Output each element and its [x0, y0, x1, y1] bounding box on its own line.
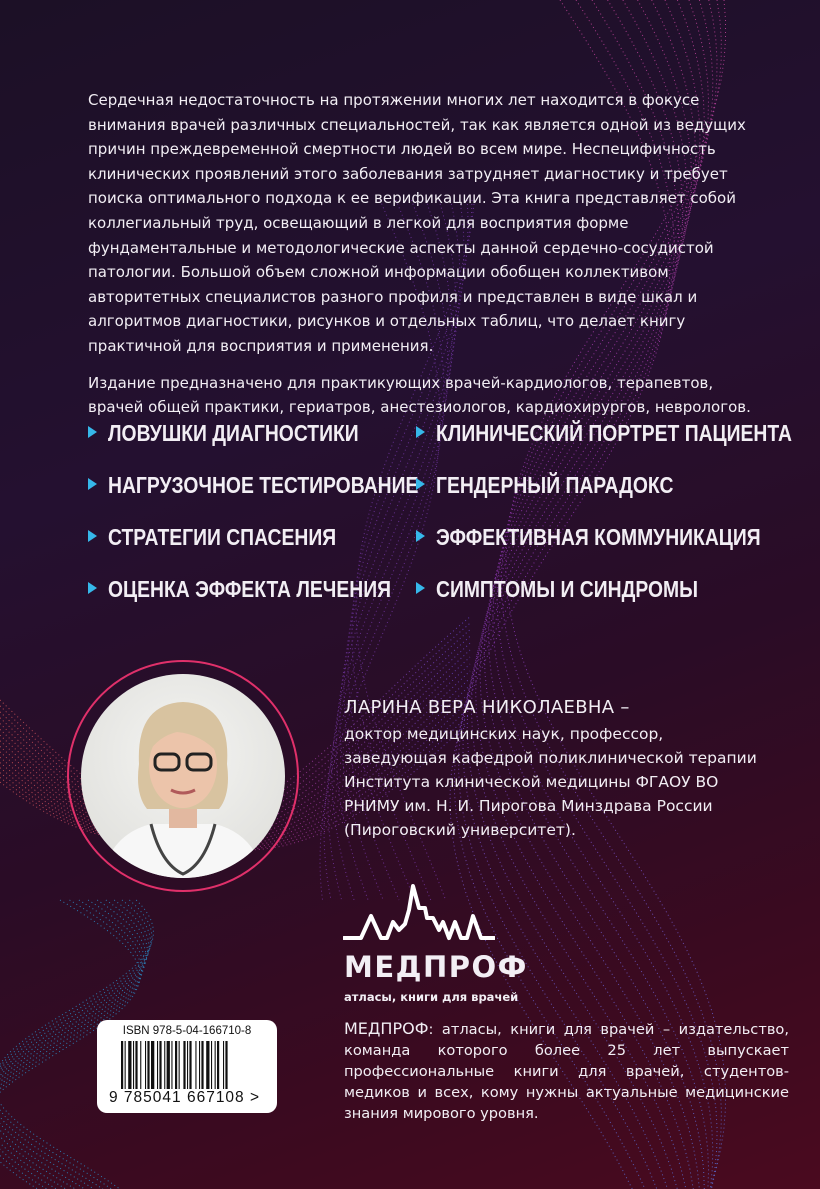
triangle-bullet-icon: [88, 478, 97, 490]
triangle-bullet-icon: [88, 582, 97, 594]
feature-item: НАГРУЗОЧНОЕ ТЕСТИРОВАНИЕ: [88, 472, 477, 499]
audience-paragraph: Издание предназначено для практикующих врачей-кардиологов, терапевтов, врачей общей практики, гериатров, анестезиологов, кардиохирургов, неврологов.: [88, 373, 751, 417]
author-photo: [81, 674, 285, 878]
feature-item: КЛИНИЧЕСКИЙ ПОРТРЕТ ПАЦИЕНТА: [416, 420, 820, 447]
barcode-bars-icon: [121, 1041, 255, 1093]
publisher-description-text: : атласы, книги для врачей – издательство, команда которого более 25 лет выпускает профессиональные книги для врачей, студентов-медиков и всех, кому нужны актуальные медицинские знания мирового уровня.: [344, 1021, 789, 1122]
publisher-brand: МЕДПРОФ: [344, 1019, 429, 1038]
author-bio-line: РНИМУ им. Н. И. Пирогова Минздрава России: [344, 797, 713, 815]
triangle-bullet-icon: [416, 426, 425, 438]
feature-item: ГЕНДЕРНЫЙ ПАРАДОКС: [416, 472, 719, 499]
author-bio-line: Института клинической медицины ФГАОУ ВО: [344, 773, 719, 791]
feature-item: ЛОВУШКИ ДИАГНОСТИКИ: [88, 420, 406, 447]
author-bio: [344, 696, 804, 842]
feature-item: ЭФФЕКТИВНАЯ КОММУНИКАЦИЯ: [416, 524, 820, 551]
book-description: [88, 88, 768, 432]
triangle-bullet-icon: [416, 478, 425, 490]
feature-item: СТРАТЕГИИ СПАСЕНИЯ: [88, 524, 380, 551]
triangle-bullet-icon: [416, 582, 425, 594]
publisher-logo-tagline: атласы, книги для врачей: [344, 990, 519, 1004]
publisher-logo-name: МЕДПРОФ: [344, 950, 528, 984]
author-bio-line: (Пироговский университет).: [344, 821, 576, 839]
barcode-digits: 9 785041 667108 >: [109, 1089, 261, 1106]
description-paragraph: Сердечная недостаточность на протяжении многих лет находится в фокусе внимания врачей различных специальностей, так как является одной из ведущих причин преждевременной смертности людей во всем мире. Неспецифичность клинических проявлений этого заболевания затрудняет диагностику и требует поиска оптимального подхода к ее верификации. Эта книга представляет собой коллегиальный труд, освещающий в легкой для восприятия форме фундаментальные и методологические аспекты данной сердечно-сосудистой патологии. Большой объем сложной информации обобщен коллективом авторитетных специалистов разного профиля и представлен в виде шкал и алгоритмов диагностики, рисунков и отдельных таблиц, что делает книгу практичной для восприятия и применения.: [88, 91, 746, 355]
feature-item: ОЦЕНКА ЭФФЕКТА ЛЕЧЕНИЯ: [88, 576, 445, 603]
author-name: ЛАРИНА ВЕРА НИКОЛАЕВНА –: [344, 697, 630, 718]
medprof-logo-icon: [343, 884, 495, 946]
isbn-number: ISBN 978-5-04-166710-8: [122, 1025, 252, 1037]
triangle-bullet-icon: [416, 530, 425, 542]
isbn-barcode: [97, 1020, 277, 1113]
triangle-bullet-icon: [88, 426, 97, 438]
triangle-bullet-icon: [88, 530, 97, 542]
publisher-description: [344, 1018, 789, 1124]
author-bio-line: заведующая кафедрой поликлинической терапии: [344, 749, 757, 767]
feature-item: СИМПТОМЫ И СИНДРОМЫ: [416, 576, 748, 603]
author-bio-line: доктор медицинских наук, профессор,: [344, 725, 664, 743]
